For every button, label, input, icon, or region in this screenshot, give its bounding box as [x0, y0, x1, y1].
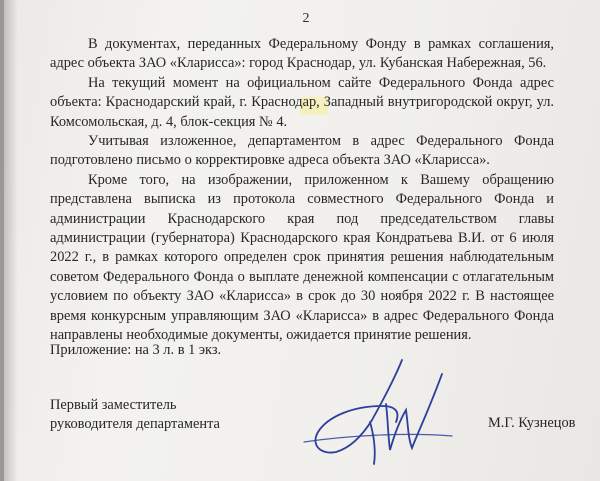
attachment-note: Приложение: на 3 л. в 1 экз.	[50, 342, 222, 358]
document-page	[4, 0, 600, 481]
paragraph-protocol-extract: Кроме того, на изображении, приложенном к Вашему обращению представлена выписка из протокола совместного Федерального Фонда и администрации Краснодарского края под председательством главы администрации (губернатора) Краснодарского края Кондратьева В.И. от 6 июля 2022 г., в рамках которого определен срок принятия решения наблюдательным советом Федерального Фонда о выплате денежной компенсации с отлагательным условием по объекту ЗАО «Кларисса» в срок до 30 ноября 2022 г. В настоящее время конкурсным управляющим ЗАО «Кларисса» в адрес Федерального Фонда направлены необходимые документы, ожидается принятие решения.	[50, 171, 554, 344]
page-number: 2	[302, 11, 310, 26]
letter-body	[50, 35, 554, 346]
paragraph-correction-letter: Учитывая изложенное, департаментом в адрес Федерального Фонда подготовлено письмо о корректировке адреса объекта ЗАО «Кларисса».	[50, 133, 554, 169]
paragraph-address-in-agreement: В документах, переданных Федеральному Фонду в рамках соглашения, адрес объекта ЗАО «Кларисса»: город Краснодар, ул. Кубанская Набережная, 56.	[50, 36, 554, 72]
signer-position	[50, 396, 220, 435]
signer-position-line-1: Первый заместитель	[50, 397, 177, 413]
signer-position-line-2: руководителя департамента	[50, 416, 220, 433]
signer-name: М.Г. Кузнецов	[488, 415, 576, 431]
paragraph-address-on-site: На текущий момент на официальном сайте Федерального Фонда адрес объекта: Краснодарский край, г. Краснодар, Западный внутригородской округ, ул. Комсомольская, д. 4, блок-секция № 4.	[50, 74, 554, 130]
signature-icon	[284, 340, 464, 470]
